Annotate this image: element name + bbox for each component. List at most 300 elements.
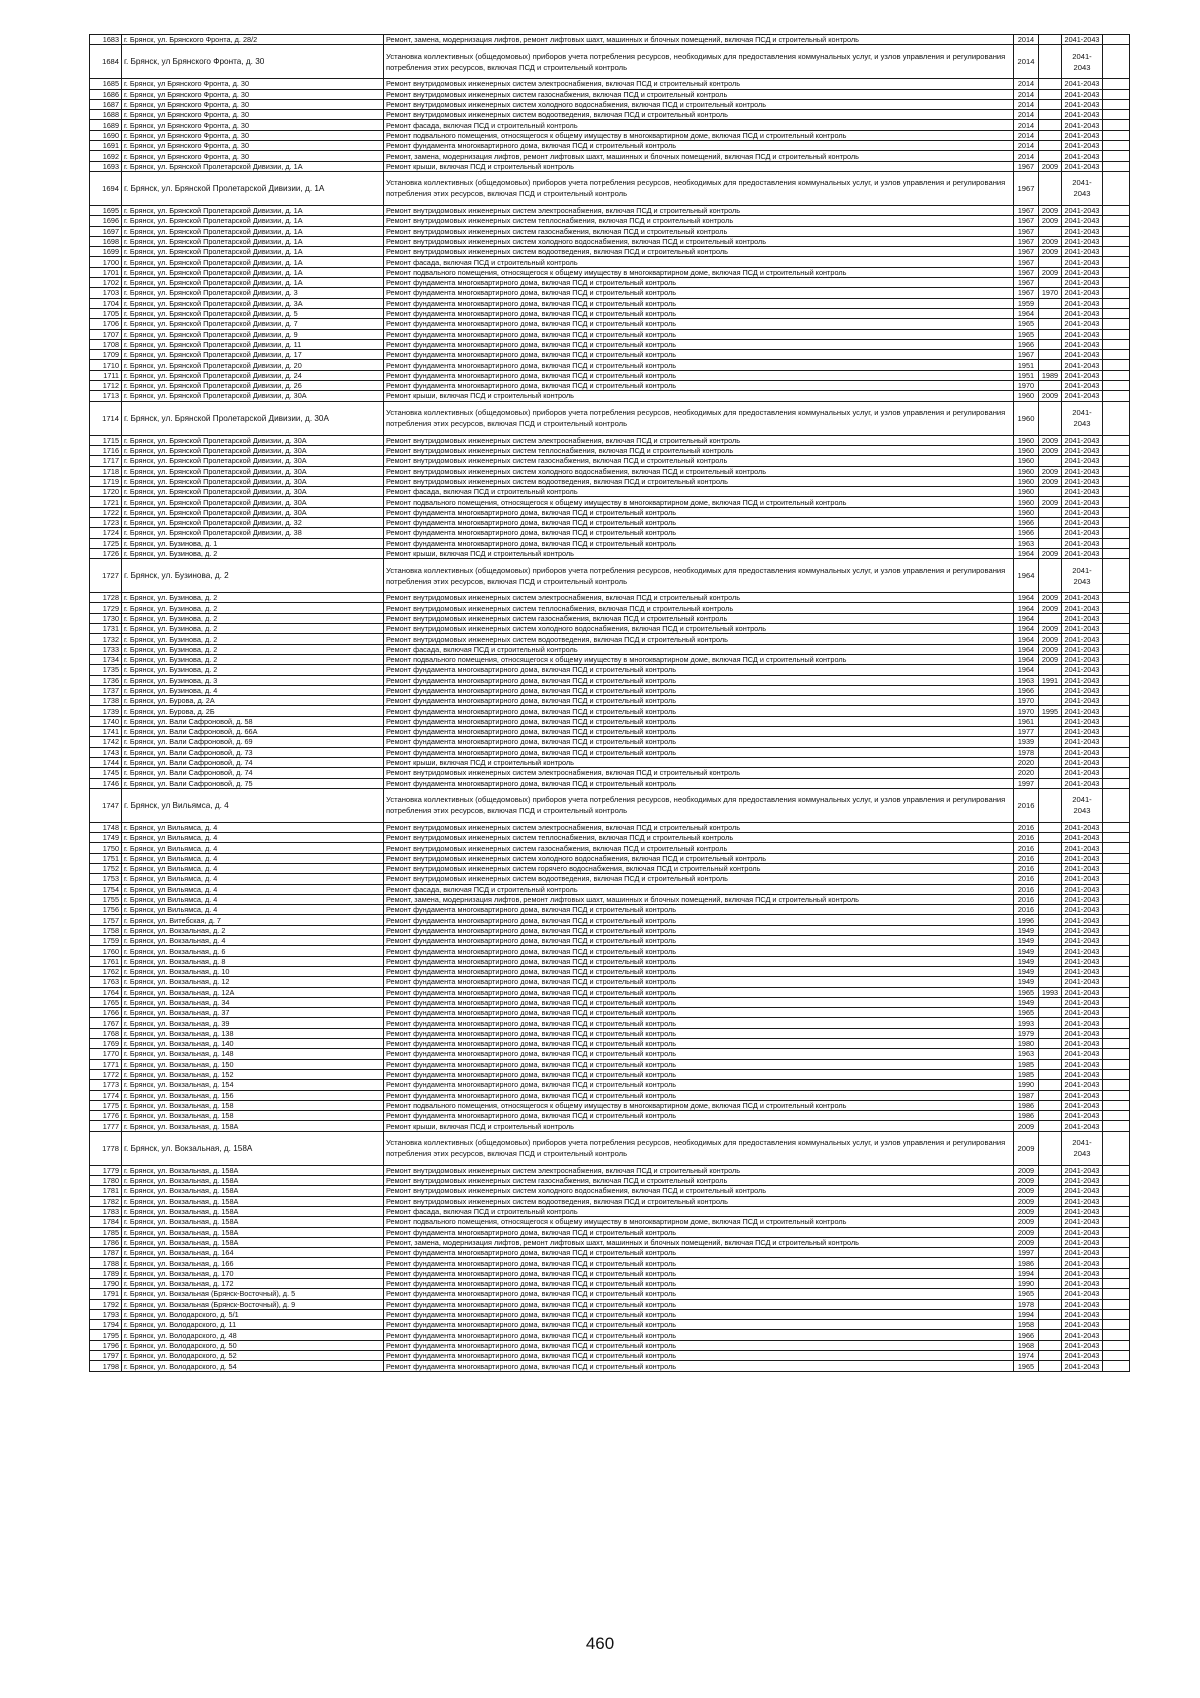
row-number: 1696 bbox=[90, 216, 122, 226]
address-cell: г. Брянск, ул. Брянской Пролетарской Дивизии, д. 1А bbox=[122, 267, 384, 277]
empty-cell bbox=[1103, 476, 1130, 486]
last-repair-year-cell bbox=[1039, 613, 1062, 623]
last-repair-year-cell bbox=[1039, 1131, 1062, 1165]
row-number: 1708 bbox=[90, 339, 122, 349]
work-type-cell: Ремонт фундамента многоквартирного дома, включая ПСД и строительный контроль bbox=[384, 1248, 1014, 1258]
planned-period-cell: 2041-2043 bbox=[1062, 236, 1103, 246]
row-number: 1773 bbox=[90, 1080, 122, 1090]
address-cell: г. Брянск, ул. Брянской Пролетарской Дивизии, д. 30А bbox=[122, 476, 384, 486]
address-cell: г. Брянск, ул. Брянской Пролетарской Дивизии, д. 30А bbox=[122, 507, 384, 517]
address-cell: г. Брянск, ул Брянского Фронта, д. 30 bbox=[122, 89, 384, 99]
work-type-cell: Ремонт фундамента многоквартирного дома, включая ПСД и строительный контроль bbox=[384, 915, 1014, 925]
last-repair-year-cell bbox=[1039, 1206, 1062, 1216]
last-repair-year-cell bbox=[1039, 381, 1062, 391]
last-repair-year-cell bbox=[1039, 1039, 1062, 1049]
address-cell: г. Брянск, ул. Вокзальная, д. 158А bbox=[122, 1237, 384, 1247]
address-cell: г. Брянск, ул. Вокзальная, д. 158А bbox=[122, 1186, 384, 1196]
work-type-cell: Ремонт внутридомовых инженерных систем теплоснабжения, включая ПСД и строительный контроль bbox=[384, 603, 1014, 613]
build-year-cell: 2014 bbox=[1014, 110, 1039, 120]
table-row bbox=[90, 278, 1130, 288]
table-row bbox=[90, 716, 1130, 726]
table-row bbox=[90, 654, 1130, 664]
address-cell: г. Брянск, ул. Вокзальная, д. 156 bbox=[122, 1090, 384, 1100]
empty-cell bbox=[1103, 884, 1130, 894]
build-year-cell: 1964 bbox=[1014, 559, 1039, 593]
work-type-cell: Ремонт фундамента многоквартирного дома, включая ПСД и строительный контроль bbox=[384, 716, 1014, 726]
table-row bbox=[90, 151, 1130, 161]
last-repair-year-cell bbox=[1039, 1361, 1062, 1371]
build-year-cell: 1965 bbox=[1014, 329, 1039, 339]
address-cell: г. Брянск, ул. Вокзальная, д. 158А bbox=[122, 1176, 384, 1186]
last-repair-year-cell bbox=[1039, 1278, 1062, 1288]
row-number: 1786 bbox=[90, 1237, 122, 1247]
empty-cell bbox=[1103, 1121, 1130, 1131]
row-number: 1781 bbox=[90, 1186, 122, 1196]
planned-period-cell: 2041-2043 bbox=[1062, 476, 1103, 486]
address-cell: г. Брянск, ул Вильямса, д. 4 bbox=[122, 874, 384, 884]
row-number: 1739 bbox=[90, 706, 122, 716]
address-cell: г. Брянск, ул. Бузинова, д. 2 bbox=[122, 654, 384, 664]
address-cell: г. Брянск, ул. Вокзальная, д. 158 bbox=[122, 1100, 384, 1110]
work-type-cell: Ремонт фундамента многоквартирного дома, включая ПСД и строительный контроль bbox=[384, 528, 1014, 538]
empty-cell bbox=[1103, 141, 1130, 151]
last-repair-year-cell bbox=[1039, 538, 1062, 548]
address-cell: г. Брянск, ул. Брянской Пролетарской Дивизии, д. 1А bbox=[122, 205, 384, 215]
planned-period-cell: 2041-2043 bbox=[1062, 654, 1103, 664]
build-year-cell: 1977 bbox=[1014, 727, 1039, 737]
address-cell: г. Брянск, ул. Брянской Пролетарской Дивизии, д. 9 bbox=[122, 329, 384, 339]
address-cell: г. Брянск, ул. Володарского, д. 52 bbox=[122, 1351, 384, 1361]
planned-period-cell: 2041-2043 bbox=[1062, 497, 1103, 507]
row-number: 1785 bbox=[90, 1227, 122, 1237]
work-type-cell: Ремонт фасада, включая ПСД и строительный контроль bbox=[384, 884, 1014, 894]
table-row bbox=[90, 737, 1130, 747]
planned-period-cell: 2041-2043 bbox=[1062, 1018, 1103, 1028]
empty-cell bbox=[1103, 778, 1130, 788]
empty-cell bbox=[1103, 120, 1130, 130]
planned-period-cell: 2041-2043 bbox=[1062, 1090, 1103, 1100]
planned-period-cell: 2041-2043 bbox=[1062, 946, 1103, 956]
last-repair-year-cell bbox=[1039, 507, 1062, 517]
work-type-cell: Ремонт внутридомовых инженерных систем теплоснабжения, включая ПСД и строительный контроль bbox=[384, 833, 1014, 843]
table-row bbox=[90, 1268, 1130, 1278]
table-row bbox=[90, 1206, 1130, 1216]
table-row bbox=[90, 727, 1130, 737]
empty-cell bbox=[1103, 936, 1130, 946]
empty-cell bbox=[1103, 517, 1130, 527]
last-repair-year-cell: 2009 bbox=[1039, 654, 1062, 664]
table-row bbox=[90, 822, 1130, 832]
empty-cell bbox=[1103, 843, 1130, 853]
work-type-cell: Ремонт, замена, модернизация лифтов, ремонт лифтовых шахт, машинных и блочных помещений, включая ПСД и строительный контроль bbox=[384, 894, 1014, 904]
build-year-cell: 1967 bbox=[1014, 278, 1039, 288]
planned-period-cell: 2041-2043 bbox=[1062, 548, 1103, 558]
last-repair-year-cell: 2009 bbox=[1039, 634, 1062, 644]
empty-cell bbox=[1103, 130, 1130, 140]
build-year-cell: 2016 bbox=[1014, 864, 1039, 874]
planned-period-cell: 2041-2043 bbox=[1062, 517, 1103, 527]
build-year-cell: 1960 bbox=[1014, 401, 1039, 435]
work-type-cell: Ремонт внутридомовых инженерных систем горячего водоснабжения, включая ПСД и строительный контроль bbox=[384, 864, 1014, 874]
empty-cell bbox=[1103, 466, 1130, 476]
planned-period-cell: 2041-2043 bbox=[1062, 1320, 1103, 1330]
table-row bbox=[90, 236, 1130, 246]
row-number: 1719 bbox=[90, 476, 122, 486]
planned-period-cell: 2041-2043 bbox=[1062, 141, 1103, 151]
row-number: 1791 bbox=[90, 1289, 122, 1299]
build-year-cell: 2009 bbox=[1014, 1176, 1039, 1186]
row-number: 1712 bbox=[90, 381, 122, 391]
empty-cell bbox=[1103, 593, 1130, 603]
empty-cell bbox=[1103, 1289, 1130, 1299]
table-row bbox=[90, 1049, 1130, 1059]
table-row bbox=[90, 445, 1130, 455]
work-type-cell: Ремонт фасада, включая ПСД и строительный контроль bbox=[384, 1206, 1014, 1216]
build-year-cell: 1963 bbox=[1014, 1049, 1039, 1059]
empty-cell bbox=[1103, 894, 1130, 904]
last-repair-year-cell bbox=[1039, 977, 1062, 987]
row-number: 1706 bbox=[90, 319, 122, 329]
table-row bbox=[90, 1165, 1130, 1175]
last-repair-year-cell bbox=[1039, 517, 1062, 527]
table-row bbox=[90, 171, 1130, 205]
address-cell: г. Брянск, ул. Вокзальная, д. 10 bbox=[122, 966, 384, 976]
table-row bbox=[90, 706, 1130, 716]
work-type-cell: Ремонт фундамента многоквартирного дома, включая ПСД и строительный контроль bbox=[384, 1059, 1014, 1069]
table-row bbox=[90, 685, 1130, 695]
work-type-cell: Ремонт фундамента многоквартирного дома, включая ПСД и строительный контроль bbox=[384, 925, 1014, 935]
row-number: 1759 bbox=[90, 936, 122, 946]
build-year-cell: 1960 bbox=[1014, 476, 1039, 486]
row-number: 1692 bbox=[90, 151, 122, 161]
address-cell: г. Брянск, ул. Бузинова, д. 2 bbox=[122, 559, 384, 593]
empty-cell bbox=[1103, 603, 1130, 613]
address-cell: г. Брянск, ул. Бузинова, д. 2 bbox=[122, 634, 384, 644]
last-repair-year-cell bbox=[1039, 685, 1062, 695]
planned-period-cell: 2041-2043 bbox=[1062, 788, 1103, 822]
build-year-cell: 2020 bbox=[1014, 768, 1039, 778]
planned-period-cell: 2041-2043 bbox=[1062, 319, 1103, 329]
work-type-cell: Ремонт фундамента многоквартирного дома, включая ПСД и строительный контроль bbox=[384, 747, 1014, 757]
build-year-cell: 2009 bbox=[1014, 1121, 1039, 1131]
row-number: 1775 bbox=[90, 1100, 122, 1110]
build-year-cell: 2016 bbox=[1014, 822, 1039, 832]
empty-cell bbox=[1103, 1008, 1130, 1018]
table-row bbox=[90, 487, 1130, 497]
work-type-cell: Ремонт фундамента многоквартирного дома, включая ПСД и строительный контроль bbox=[384, 936, 1014, 946]
planned-period-cell: 2041-2043 bbox=[1062, 445, 1103, 455]
work-type-cell: Ремонт фундамента многоквартирного дома, включая ПСД и строительный контроль bbox=[384, 956, 1014, 966]
work-type-cell: Установка коллективных (общедомовых) приборов учета потребления ресурсов, необходимых для предоставления коммунальных услуг, и узлов управления и регулирования потребления этих ресурсов, включая ПСД и строительный контроль bbox=[384, 788, 1014, 822]
empty-cell bbox=[1103, 278, 1130, 288]
address-cell: г. Брянск, ул. Брянской Пролетарской Дивизии, д. 30А bbox=[122, 466, 384, 476]
row-number: 1776 bbox=[90, 1111, 122, 1121]
table-row bbox=[90, 603, 1130, 613]
address-cell: г. Брянск, ул. Брянской Пролетарской Дивизии, д. 3А bbox=[122, 298, 384, 308]
last-repair-year-cell bbox=[1039, 130, 1062, 140]
build-year-cell: 2020 bbox=[1014, 757, 1039, 767]
last-repair-year-cell bbox=[1039, 822, 1062, 832]
empty-cell bbox=[1103, 559, 1130, 593]
planned-period-cell: 2041-2043 bbox=[1062, 822, 1103, 832]
last-repair-year-cell bbox=[1039, 1165, 1062, 1175]
build-year-cell: 1997 bbox=[1014, 778, 1039, 788]
build-year-cell: 1966 bbox=[1014, 528, 1039, 538]
table-row bbox=[90, 946, 1130, 956]
last-repair-year-cell bbox=[1039, 1090, 1062, 1100]
empty-cell bbox=[1103, 1111, 1130, 1121]
address-cell: г. Брянск, ул. Бузинова, д. 2 bbox=[122, 593, 384, 603]
empty-cell bbox=[1103, 956, 1130, 966]
row-number: 1788 bbox=[90, 1258, 122, 1268]
last-repair-year-cell bbox=[1039, 528, 1062, 538]
row-number: 1774 bbox=[90, 1090, 122, 1100]
last-repair-year-cell: 2009 bbox=[1039, 466, 1062, 476]
empty-cell bbox=[1103, 706, 1130, 716]
address-cell: г. Брянск, ул. Вокзальная, д. 34 bbox=[122, 997, 384, 1007]
row-number: 1787 bbox=[90, 1248, 122, 1258]
planned-period-cell: 2041-2043 bbox=[1062, 130, 1103, 140]
empty-cell bbox=[1103, 401, 1130, 435]
empty-cell bbox=[1103, 644, 1130, 654]
address-cell: г. Брянск, ул. Бузинова, д. 2 bbox=[122, 665, 384, 675]
work-type-cell: Ремонт внутридомовых инженерных систем газоснабжения, включая ПСД и строительный контроль bbox=[384, 1176, 1014, 1186]
row-number: 1792 bbox=[90, 1299, 122, 1309]
address-cell: г. Брянск, ул Брянского Фронта, д. 30 bbox=[122, 151, 384, 161]
planned-period-cell: 2041-2043 bbox=[1062, 1165, 1103, 1175]
row-number: 1752 bbox=[90, 864, 122, 874]
table-row bbox=[90, 997, 1130, 1007]
last-repair-year-cell bbox=[1039, 1100, 1062, 1110]
address-cell: г. Брянск, ул. Брянской Пролетарской Дивизии, д. 1А bbox=[122, 247, 384, 257]
empty-cell bbox=[1103, 99, 1130, 109]
last-repair-year-cell: 2009 bbox=[1039, 391, 1062, 401]
planned-period-cell: 2041-2043 bbox=[1062, 329, 1103, 339]
build-year-cell: 1970 bbox=[1014, 696, 1039, 706]
work-type-cell: Ремонт фундамента многоквартирного дома, включая ПСД и строительный контроль bbox=[384, 370, 1014, 380]
last-repair-year-cell bbox=[1039, 1330, 1062, 1340]
table-row bbox=[90, 593, 1130, 603]
work-type-cell: Ремонт фасада, включая ПСД и строительный контроль bbox=[384, 487, 1014, 497]
empty-cell bbox=[1103, 987, 1130, 997]
build-year-cell: 1993 bbox=[1014, 1018, 1039, 1028]
build-year-cell: 1970 bbox=[1014, 381, 1039, 391]
work-type-cell: Ремонт фундамента многоквартирного дома, включая ПСД и строительный контроль bbox=[384, 1069, 1014, 1079]
work-type-cell: Ремонт фундамента многоквартирного дома, включая ПСД и строительный контроль bbox=[384, 278, 1014, 288]
row-number: 1783 bbox=[90, 1206, 122, 1216]
build-year-cell: 1967 bbox=[1014, 267, 1039, 277]
address-cell: г. Брянск, ул. Брянской Пролетарской Дивизии, д. 5 bbox=[122, 308, 384, 318]
last-repair-year-cell: 2009 bbox=[1039, 267, 1062, 277]
last-repair-year-cell bbox=[1039, 308, 1062, 318]
table-row bbox=[90, 1121, 1130, 1131]
work-type-cell: Ремонт подвального помещения, относящегося к общему имуществу в многоквартирном доме, включая ПСД и строительный контроль bbox=[384, 130, 1014, 140]
table-row bbox=[90, 476, 1130, 486]
planned-period-cell: 2041-2043 bbox=[1062, 79, 1103, 89]
work-type-cell: Ремонт фундамента многоквартирного дома, включая ПСД и строительный контроль bbox=[384, 1289, 1014, 1299]
row-number: 1697 bbox=[90, 226, 122, 236]
last-repair-year-cell bbox=[1039, 278, 1062, 288]
last-repair-year-cell bbox=[1039, 966, 1062, 976]
row-number: 1778 bbox=[90, 1131, 122, 1165]
last-repair-year-cell bbox=[1039, 1028, 1062, 1038]
table-row bbox=[90, 665, 1130, 675]
build-year-cell: 1964 bbox=[1014, 593, 1039, 603]
empty-cell bbox=[1103, 1131, 1130, 1165]
address-cell: г. Брянск, ул. Брянской Пролетарской Дивизии, д. 30А bbox=[122, 456, 384, 466]
table-row bbox=[90, 1320, 1130, 1330]
last-repair-year-cell bbox=[1039, 936, 1062, 946]
table-row bbox=[90, 1176, 1130, 1186]
build-year-cell: 2014 bbox=[1014, 79, 1039, 89]
planned-period-cell: 2041-2043 bbox=[1062, 905, 1103, 915]
planned-period-cell: 2041-2043 bbox=[1062, 864, 1103, 874]
planned-period-cell: 2041-2043 bbox=[1062, 997, 1103, 1007]
empty-cell bbox=[1103, 1206, 1130, 1216]
work-type-cell: Ремонт фундамента многоквартирного дома, включая ПСД и строительный контроль bbox=[384, 1268, 1014, 1278]
last-repair-year-cell: 2009 bbox=[1039, 236, 1062, 246]
work-type-cell: Ремонт фундамента многоквартирного дома, включая ПСД и строительный контроль bbox=[384, 1330, 1014, 1340]
planned-period-cell: 2041-2043 bbox=[1062, 716, 1103, 726]
planned-period-cell: 2041-2043 bbox=[1062, 1069, 1103, 1079]
row-number: 1745 bbox=[90, 768, 122, 778]
table-row bbox=[90, 120, 1130, 130]
planned-period-cell: 2041-2043 bbox=[1062, 727, 1103, 737]
empty-cell bbox=[1103, 381, 1130, 391]
address-cell: г. Брянск, ул. Брянского Фронта, д. 28/2 bbox=[122, 35, 384, 45]
work-type-cell: Ремонт фундамента многоквартирного дома, включая ПСД и строительный контроль bbox=[384, 538, 1014, 548]
last-repair-year-cell bbox=[1039, 110, 1062, 120]
table-row bbox=[90, 843, 1130, 853]
address-cell: г. Брянск, ул. Брянской Пролетарской Дивизии, д. 30А bbox=[122, 497, 384, 507]
build-year-cell: 1967 bbox=[1014, 247, 1039, 257]
last-repair-year-cell bbox=[1039, 884, 1062, 894]
planned-period-cell: 2041-2043 bbox=[1062, 226, 1103, 236]
last-repair-year-cell bbox=[1039, 788, 1062, 822]
last-repair-year-cell bbox=[1039, 1299, 1062, 1309]
empty-cell bbox=[1103, 35, 1130, 45]
empty-cell bbox=[1103, 79, 1130, 89]
build-year-cell: 1965 bbox=[1014, 987, 1039, 997]
planned-period-cell: 2041-2043 bbox=[1062, 665, 1103, 675]
table-row bbox=[90, 936, 1130, 946]
last-repair-year-cell bbox=[1039, 350, 1062, 360]
build-year-cell: 1979 bbox=[1014, 1028, 1039, 1038]
row-number: 1743 bbox=[90, 747, 122, 757]
row-number: 1725 bbox=[90, 538, 122, 548]
address-cell: г. Брянск, ул. Вокзальная, д. 152 bbox=[122, 1069, 384, 1079]
address-cell: г. Брянск, ул. Брянской Пролетарской Дивизии, д. 1А bbox=[122, 226, 384, 236]
table-row bbox=[90, 1351, 1130, 1361]
table-row bbox=[90, 161, 1130, 171]
build-year-cell: 1964 bbox=[1014, 613, 1039, 623]
row-number: 1722 bbox=[90, 507, 122, 517]
empty-cell bbox=[1103, 977, 1130, 987]
last-repair-year-cell bbox=[1039, 329, 1062, 339]
row-number: 1765 bbox=[90, 997, 122, 1007]
planned-period-cell: 2041-2043 bbox=[1062, 381, 1103, 391]
address-cell: г. Брянск, ул Вильямса, д. 4 bbox=[122, 894, 384, 904]
table-row bbox=[90, 1090, 1130, 1100]
planned-period-cell: 2041-2043 bbox=[1062, 747, 1103, 757]
work-type-cell: Ремонт внутридомовых инженерных систем холодного водоснабжения, включая ПСД и строительный контроль bbox=[384, 99, 1014, 109]
address-cell: г. Брянск, ул. Володарского, д. 50 bbox=[122, 1340, 384, 1350]
planned-period-cell: 2041-2043 bbox=[1062, 1059, 1103, 1069]
table-row bbox=[90, 257, 1130, 267]
row-number: 1726 bbox=[90, 548, 122, 558]
build-year-cell: 2014 bbox=[1014, 99, 1039, 109]
empty-cell bbox=[1103, 1018, 1130, 1028]
row-number: 1747 bbox=[90, 788, 122, 822]
planned-period-cell: 2041-2043 bbox=[1062, 1309, 1103, 1319]
planned-period-cell: 2041-2043 bbox=[1062, 391, 1103, 401]
empty-cell bbox=[1103, 445, 1130, 455]
planned-period-cell: 2041-2043 bbox=[1062, 1100, 1103, 1110]
row-number: 1691 bbox=[90, 141, 122, 151]
build-year-cell: 2009 bbox=[1014, 1186, 1039, 1196]
table-row bbox=[90, 956, 1130, 966]
build-year-cell: 2016 bbox=[1014, 788, 1039, 822]
address-cell: г. Брянск, ул. Вали Сафроновой, д. 74 bbox=[122, 757, 384, 767]
work-type-cell: Ремонт крыши, включая ПСД и строительный контроль bbox=[384, 757, 1014, 767]
work-type-cell: Ремонт крыши, включая ПСД и строительный контроль bbox=[384, 161, 1014, 171]
work-type-cell: Ремонт крыши, включая ПСД и строительный контроль bbox=[384, 548, 1014, 558]
table-row bbox=[90, 1069, 1130, 1079]
empty-cell bbox=[1103, 267, 1130, 277]
row-number: 1737 bbox=[90, 685, 122, 695]
address-cell: г. Брянск, ул. Брянской Пролетарской Дивизии, д. 30А bbox=[122, 391, 384, 401]
empty-cell bbox=[1103, 391, 1130, 401]
address-cell: г. Брянск, ул. Вокзальная, д. 138 bbox=[122, 1028, 384, 1038]
table-row bbox=[90, 675, 1130, 685]
last-repair-year-cell bbox=[1039, 716, 1062, 726]
empty-cell bbox=[1103, 788, 1130, 822]
empty-cell bbox=[1103, 915, 1130, 925]
address-cell: г. Брянск, ул. Вокзальная, д. 148 bbox=[122, 1049, 384, 1059]
last-repair-year-cell bbox=[1039, 1237, 1062, 1247]
empty-cell bbox=[1103, 1059, 1130, 1069]
build-year-cell: 1986 bbox=[1014, 1100, 1039, 1110]
last-repair-year-cell: 2009 bbox=[1039, 216, 1062, 226]
last-repair-year-cell bbox=[1039, 894, 1062, 904]
last-repair-year-cell bbox=[1039, 1340, 1062, 1350]
table-row bbox=[90, 319, 1130, 329]
work-type-cell: Ремонт внутридомовых инженерных систем холодного водоснабжения, включая ПСД и строительный контроль bbox=[384, 236, 1014, 246]
row-number: 1698 bbox=[90, 236, 122, 246]
planned-period-cell: 2041-2043 bbox=[1062, 833, 1103, 843]
address-cell: г. Брянск, ул. Брянской Пролетарской Дивизии, д. 1А bbox=[122, 278, 384, 288]
work-type-cell: Ремонт фундамента многоквартирного дома, включая ПСД и строительный контроль bbox=[384, 997, 1014, 1007]
table-row bbox=[90, 559, 1130, 593]
empty-cell bbox=[1103, 1320, 1130, 1330]
row-number: 1728 bbox=[90, 593, 122, 603]
address-cell: г. Брянск, ул. Брянской Пролетарской Дивизии, д. 1А bbox=[122, 161, 384, 171]
table-row bbox=[90, 1059, 1130, 1069]
address-cell: г. Брянск, ул. Вали Сафроновой, д. 74 bbox=[122, 768, 384, 778]
empty-cell bbox=[1103, 151, 1130, 161]
last-repair-year-cell bbox=[1039, 1049, 1062, 1059]
address-cell: г. Брянск, ул. Брянской Пролетарской Дивизии, д. 24 bbox=[122, 370, 384, 380]
empty-cell bbox=[1103, 226, 1130, 236]
empty-cell bbox=[1103, 319, 1130, 329]
planned-period-cell: 2041-2043 bbox=[1062, 350, 1103, 360]
planned-period-cell: 2041-2043 bbox=[1062, 956, 1103, 966]
planned-period-cell: 2041-2043 bbox=[1062, 884, 1103, 894]
table-row bbox=[90, 381, 1130, 391]
build-year-cell: 2016 bbox=[1014, 833, 1039, 843]
row-number: 1714 bbox=[90, 401, 122, 435]
empty-cell bbox=[1103, 350, 1130, 360]
